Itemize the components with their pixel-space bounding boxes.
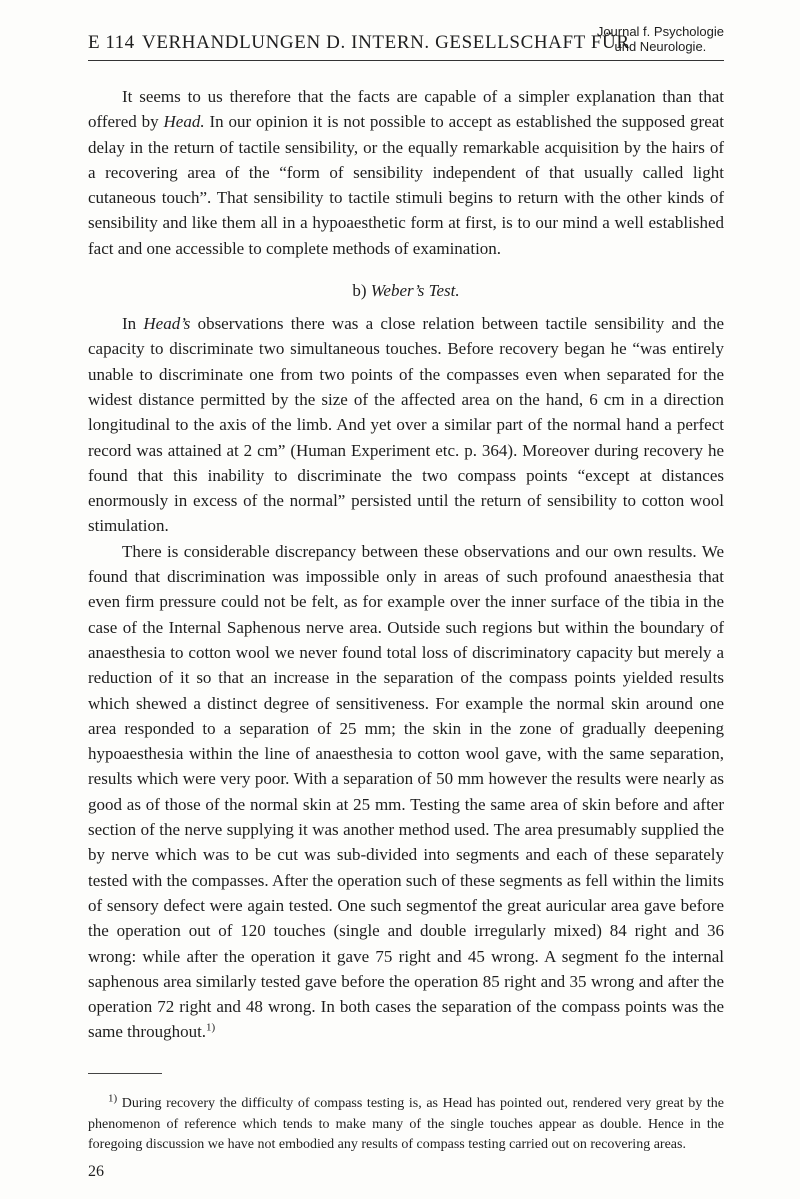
paragraph-2-start: In bbox=[122, 314, 137, 334]
paragraph-3 bbox=[88, 539, 724, 1045]
footnote-text: During recovery the difficulty of compass testing is, as Head has pointed out, rendered very great by the phenomenon of reference which tends to make many of the single touches appear as double. Hence in the foregoing discussion we have not embodied any results of compass testing carried out on recovering areas. bbox=[88, 1096, 725, 1153]
journal-line-2: und Neurologie. bbox=[614, 39, 707, 54]
author-name-head: Head. bbox=[163, 112, 205, 132]
paragraph-1-text: It seems to us therefore that the facts are capable of a simpler explanation than that offered by bbox=[88, 87, 724, 132]
running-title: VERHANDLUNGEN D. INTERN. GESELLSCHAFT FÜR bbox=[142, 32, 630, 53]
section-label: b) bbox=[352, 281, 367, 301]
signature-mark: 26 bbox=[88, 1163, 104, 1180]
page-number: E 114 bbox=[88, 32, 135, 53]
journal-name bbox=[597, 24, 724, 54]
author-name-heads: Head’s bbox=[143, 314, 191, 334]
article-body bbox=[88, 84, 724, 1045]
paragraph-2 bbox=[88, 311, 724, 539]
paragraph-1-rest: In our opinion it is not possible to accept as established the supposed great delay in the return of tactile sensibility, or the equally remarkable acquisition by the hairs of a recovering area of the “form of sensibility independent of that usually called light cutaneous touch”. That sensibility to tactile stimuli begins to return with the other kinds of sensibility and like them all in a hypoaesthetic form at first, is to our mind a well established fact and one accessible to complete methods of examination. bbox=[88, 112, 725, 258]
footnote-reference[interactable]: 1) bbox=[206, 1021, 216, 1034]
journal-line-1: Journal f. Psychologie bbox=[596, 24, 724, 39]
paragraph-1 bbox=[88, 84, 724, 261]
footnote-divider bbox=[88, 1073, 162, 1074]
section-heading bbox=[88, 271, 724, 311]
footnote bbox=[88, 1094, 724, 1156]
section-title: Weber’s Test. bbox=[370, 281, 460, 301]
paragraph-3-text: There is considerable discrepancy between these observations and our own results. We found that discrimination was impossible only in areas of such profound anaesthesia that even firm pressure could not be felt, as for example over the inner surface of the tibia in the case of the Internal Saphenous nerve area. Outside such regions but within the boundary of anaesthesia to cotton wool we never found total loss of discriminatory capacity but merely a reduction of it so that an increase in the separation of the compass points yielded results which shewed a distinct degree of sensitiveness. For example the normal skin around one area responded to a separation of 25 mm; the skin in the zone of gradually deepening hypoaesthesia within the line of anaesthesia to cotton wool gave, with the same separation, results which were very poor. With a separation of 50 mm however the results were nearly as good as of those of the normal skin at 25 mm. Testing the same area of skin before and after section of the nerve supplying it was another method used. The area presumably supplied the by nerve which was to be cut was sub-divided into segments and each of these separately tested with the compasses. After the operation such of these segments as fell within the limits of sensory defect were again tested. One such segmentof the great auricular area gave before the operation out of 120 touches (single and double irregularly mixed) 84 right and 36 wrong: while after the operation it gave 75 right and 45 wrong. A segment fo the internal saphenous area similarly tested gave before the operation 85 right and 35 wrong and after the operation 72 right and 48 wrong. In both cases the separation of the compass points was the same throughout. bbox=[88, 541, 724, 1042]
running-header bbox=[88, 20, 724, 61]
paragraph-2-rest: observations there was a close relation between tactile sensibility and the capacity to discriminate two simultaneous touches. Before recovery began he “was entirely unable to discriminate one from two points of the compasses even when separated for the widest distance permitted by the size of the affected area on the hand, 6 cm in a direction longitudinal to the axis of the limb. And yet over a similar part of the normal hand a perfect record was attained at 2 cm” (Human Experiment etc. p. 364). Moreover during recovery he found that this inability to discriminate the two compass points “except at distances enormously in excess of the normal” persisted until the return of sensibility to cotton wool stimulation. bbox=[88, 314, 724, 536]
footnote-marker: 1) bbox=[108, 1092, 118, 1105]
